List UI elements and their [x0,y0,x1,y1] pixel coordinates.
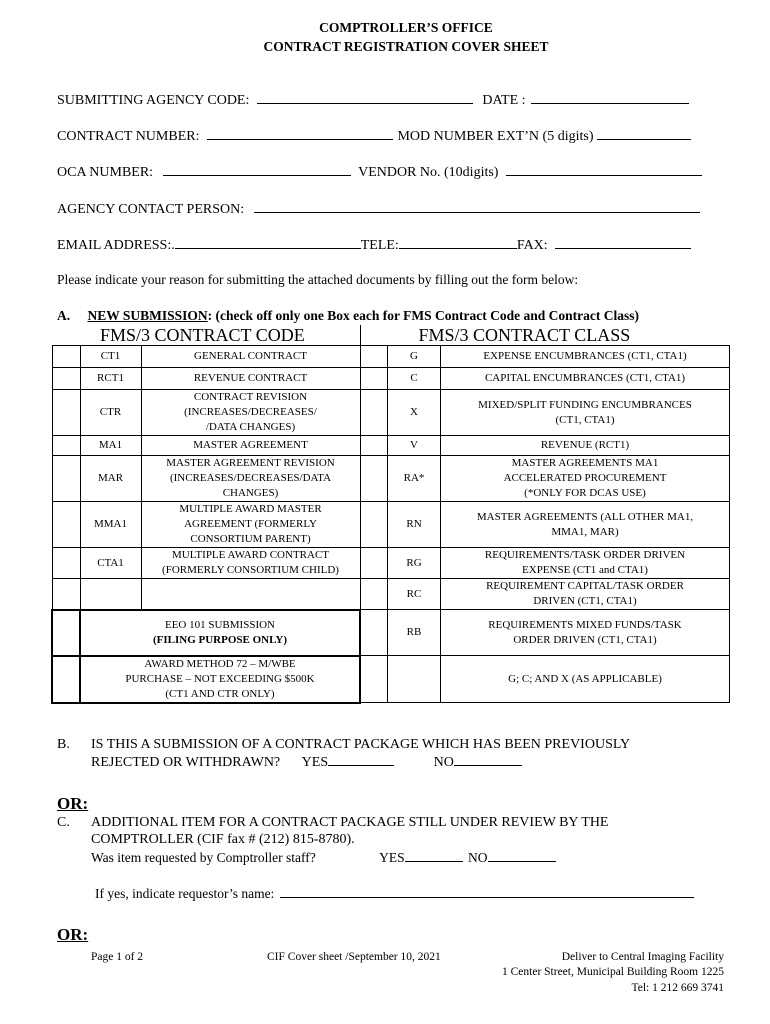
code-value: CTA1 [80,548,141,579]
code-description-line: REVENUE CONTRACT [193,372,308,384]
table-row [52,579,730,610]
form-subtitle: CONTRACT REGISTRATION COVER SHEET [263,39,549,54]
class-value: X [388,390,441,436]
code-checkbox[interactable] [52,502,80,548]
code-checkbox[interactable] [52,548,80,579]
class-checkbox[interactable] [360,390,388,436]
table-row [52,656,730,703]
code-description-line: (FORMERLY CONSORTIUM CHILD) [162,564,339,576]
email-row [57,237,691,254]
class-description [441,346,730,368]
section-a-letter: A. [57,308,71,323]
class-description [441,456,730,502]
class-description-line: MASTER AGREEMENTS MA1 [511,457,659,469]
class-description-line: MMA1, MAR) [551,525,619,538]
code-description-line: (INCREASES/DECREASES/DATA [169,472,332,484]
section-c-staff-question: Was item requested by Comptroller staff? [91,850,316,865]
email-field[interactable] [175,237,361,249]
deliver-line-3: Tel: 1 212 669 3741 [631,982,724,994]
tele-field[interactable] [399,237,517,249]
agency-code-field[interactable] [257,92,473,104]
vendor-number-label: VENDOR No. (10digits) [358,165,499,180]
code-description [141,548,360,579]
class-description [441,502,730,548]
section-b-letter: B. [57,737,70,752]
class-value: RC [388,579,441,610]
table-row [52,436,730,456]
section-c-no-label: NO [468,850,488,865]
code-description-line: MULTIPLE AWARD MASTER [179,503,322,515]
code-description [141,502,360,548]
section-b-question: IS THIS A SUBMISSION OF A CONTRACT PACKAGE WHICH HAS BEEN PREVIOUSLY [91,737,631,752]
oca-number-field[interactable] [163,164,351,176]
mod-number-label: MOD NUMBER EXT’N (5 digits) [397,129,594,144]
contract-class-header: FMS/3 CONTRACT CLASS [360,325,730,346]
code-description [141,436,360,456]
table-row [52,548,730,579]
class-description-line: DRIVEN (CT1, CTA1) [533,595,637,607]
contract-code-table [51,325,730,704]
code-checkbox[interactable] [52,390,80,436]
contract-number-row [57,128,691,145]
class-value: RA* [388,456,441,502]
code-description [141,346,360,368]
class-value: RB [388,610,441,656]
code-value [80,579,141,610]
code-checkbox[interactable] [52,346,80,368]
requestor-row [95,886,694,902]
code-description-line: GENERAL CONTRACT [194,350,307,362]
class-checkbox[interactable] [360,579,388,610]
fax-field[interactable] [555,237,691,249]
section-b-no-label: NO [433,755,454,770]
class-checkbox[interactable] [360,368,388,390]
section-c-no-field[interactable] [488,850,556,862]
section-c-question-cont: COMPTROLLER (CIF fax # (212) 815-8780). [91,832,355,847]
code-description-line: MASTER AGREEMENT REVISION [166,457,335,469]
code-description-line: CHANGES) [222,487,279,499]
vendor-number-field[interactable] [506,164,702,176]
code-value: RCT1 [80,368,141,390]
table-row [52,368,730,390]
class-checkbox[interactable] [360,456,388,502]
code-description [141,579,360,610]
class-description-line: G; C; AND X (AS APPLICABLE) [508,672,662,685]
section-a-note: : (check off only one Box each for FMS Contract Code and Contract Class) [207,308,639,323]
or-divider-2: OR: [57,925,89,944]
code-description-line: AGREEMENT (FORMERLY [184,518,317,530]
contact-row [57,201,700,218]
class-description-line: ACCELERATED PROCUREMENT [503,472,667,484]
section-b-yes-field[interactable] [328,754,394,766]
section-c-staff-row [91,850,556,866]
deliver-line-1: Deliver to Central Imaging Facility [561,951,724,963]
class-checkbox[interactable] [360,610,388,656]
code-value: MMA1 [80,502,141,548]
section-c-question: ADDITIONAL ITEM FOR A CONTRACT PACKAGE STILL UNDER REVIEW BY THE [91,815,609,830]
class-checkbox[interactable] [360,656,388,703]
class-description-line: REVENUE (RCT1) [540,439,630,451]
date-label: DATE : [482,93,526,108]
code-value: CT1 [80,346,141,368]
contract-number-label: CONTRACT NUMBER: [57,129,200,144]
code-checkbox[interactable] [52,368,80,390]
oca-number-label: OCA NUMBER: [57,165,154,180]
section-a-title: NEW SUBMISSION [87,308,208,323]
class-description-line: (CT1, CTA1) [555,413,615,426]
code-description-line: EEO 101 SUBMISSION [164,618,275,631]
class-value: RN [388,502,441,548]
code-checkbox[interactable] [52,656,80,703]
code-checkbox[interactable] [52,579,80,610]
section-a-heading [57,308,639,324]
page-number: Page 1 of 2 [91,951,144,963]
class-description-line: ORDER DRIVEN (CT1, CTA1) [513,633,657,646]
email-label: EMAIL ADDRESS:. [57,238,175,253]
section-b-line2-row [91,754,522,771]
code-description-line: (FILING PURPOSE ONLY) [152,633,288,646]
code-description [141,368,360,390]
code-description-line: MASTER AGREEMENT [193,439,308,451]
table-row [52,390,730,436]
deliver-line-2: 1 Center Street, Municipal Building Room 1225 [502,966,724,978]
code-checkbox[interactable] [52,610,80,656]
contract-code-header: FMS/3 CONTRACT CODE [52,325,360,346]
oca-row [57,164,702,181]
table-row [52,346,730,368]
code-description [141,390,360,436]
code-description-line: CONSORTIUM PARENT) [190,533,311,545]
class-description-line: REQUIREMENTS/TASK ORDER DRIVEN [484,549,686,561]
sheet-version: CIF Cover sheet /September 10, 2021 [267,951,441,963]
class-description-line: REQUIREMENTS MIXED FUNDS/TASK [488,618,682,631]
form-title: COMPTROLLER’S OFFICE [319,20,493,35]
code-description [80,656,360,703]
class-checkbox[interactable] [360,346,388,368]
class-description-line: (*ONLY FOR DCAS USE) [524,487,646,499]
code-value: CTR [80,390,141,436]
class-value: RG [388,548,441,579]
class-description-line: MIXED/SPLIT FUNDING ENCUMBRANCES [478,398,692,411]
code-description-line: AWARD METHOD 72 – M/WBE [144,657,296,670]
class-description [441,656,730,703]
class-value: V [388,436,441,456]
class-description [441,436,730,456]
class-description-line: EXPENSE (CT1 and CTA1) [522,564,648,576]
agency-code-row [57,92,689,109]
code-description-line: PURCHASE – NOT EXCEEDING $500K [125,672,315,685]
contract-number-field[interactable] [207,128,393,140]
section-c-letter: C. [57,815,70,830]
class-description [441,610,730,656]
class-value [388,656,441,703]
instruction-text: Please indicate your reason for submitting the attached documents by filling out the form below: [57,272,579,287]
class-value: G [388,346,441,368]
table-row [52,502,730,548]
code-description-line: MULTIPLE AWARD CONTRACT [172,549,329,561]
table-row [52,456,730,502]
class-value: C [388,368,441,390]
code-description [80,610,360,656]
code-description-line: (INCREASES/DECREASES/ [184,406,317,418]
section-b-no-field[interactable] [454,754,522,766]
code-value: MA1 [80,436,141,456]
requestor-field[interactable] [280,886,694,898]
class-description [441,390,730,436]
table-header-row [52,325,730,346]
class-description [441,579,730,610]
class-checkbox[interactable] [360,548,388,579]
section-b-yes-label: YES [301,755,329,770]
code-description-line: (CT1 AND CTR ONLY) [165,687,275,700]
section-c-yes-field[interactable] [405,850,463,862]
requestor-label: If yes, indicate requestor’s name: [95,886,275,901]
section-c-yes-label: YES [379,850,405,865]
code-description-line: CONTRACT REVISION [193,391,308,403]
section-b-question-cont: REJECTED OR WITHDRAWN? [91,755,281,770]
class-description [441,368,730,390]
class-description [441,548,730,579]
class-checkbox[interactable] [360,502,388,548]
table-row [52,610,730,656]
code-checkbox[interactable] [52,436,80,456]
code-description-line: /DATA CHANGES) [205,421,296,433]
mod-number-field[interactable] [597,128,691,140]
contact-person-label: AGENCY CONTACT PERSON: [57,202,245,217]
code-checkbox[interactable] [52,456,80,502]
class-description-line: CAPITAL ENCUMBRANCES (CT1, CTA1) [484,372,686,384]
agency-code-label: SUBMITTING AGENCY CODE: [57,93,250,108]
class-description-line: MASTER AGREEMENTS (ALL OTHER MA1, [476,510,694,523]
contact-person-field[interactable] [254,201,700,213]
fax-label: FAX: [516,238,548,253]
class-description-line: REQUIREMENT CAPITAL/TASK ORDER [486,580,684,592]
code-description [141,456,360,502]
or-divider-1: OR: [57,794,89,813]
tele-label: TELE: [360,238,399,253]
class-checkbox[interactable] [360,436,388,456]
date-field[interactable] [531,92,689,104]
code-value: MAR [80,456,141,502]
class-description-line: EXPENSE ENCUMBRANCES (CT1, CTA1) [483,350,687,362]
